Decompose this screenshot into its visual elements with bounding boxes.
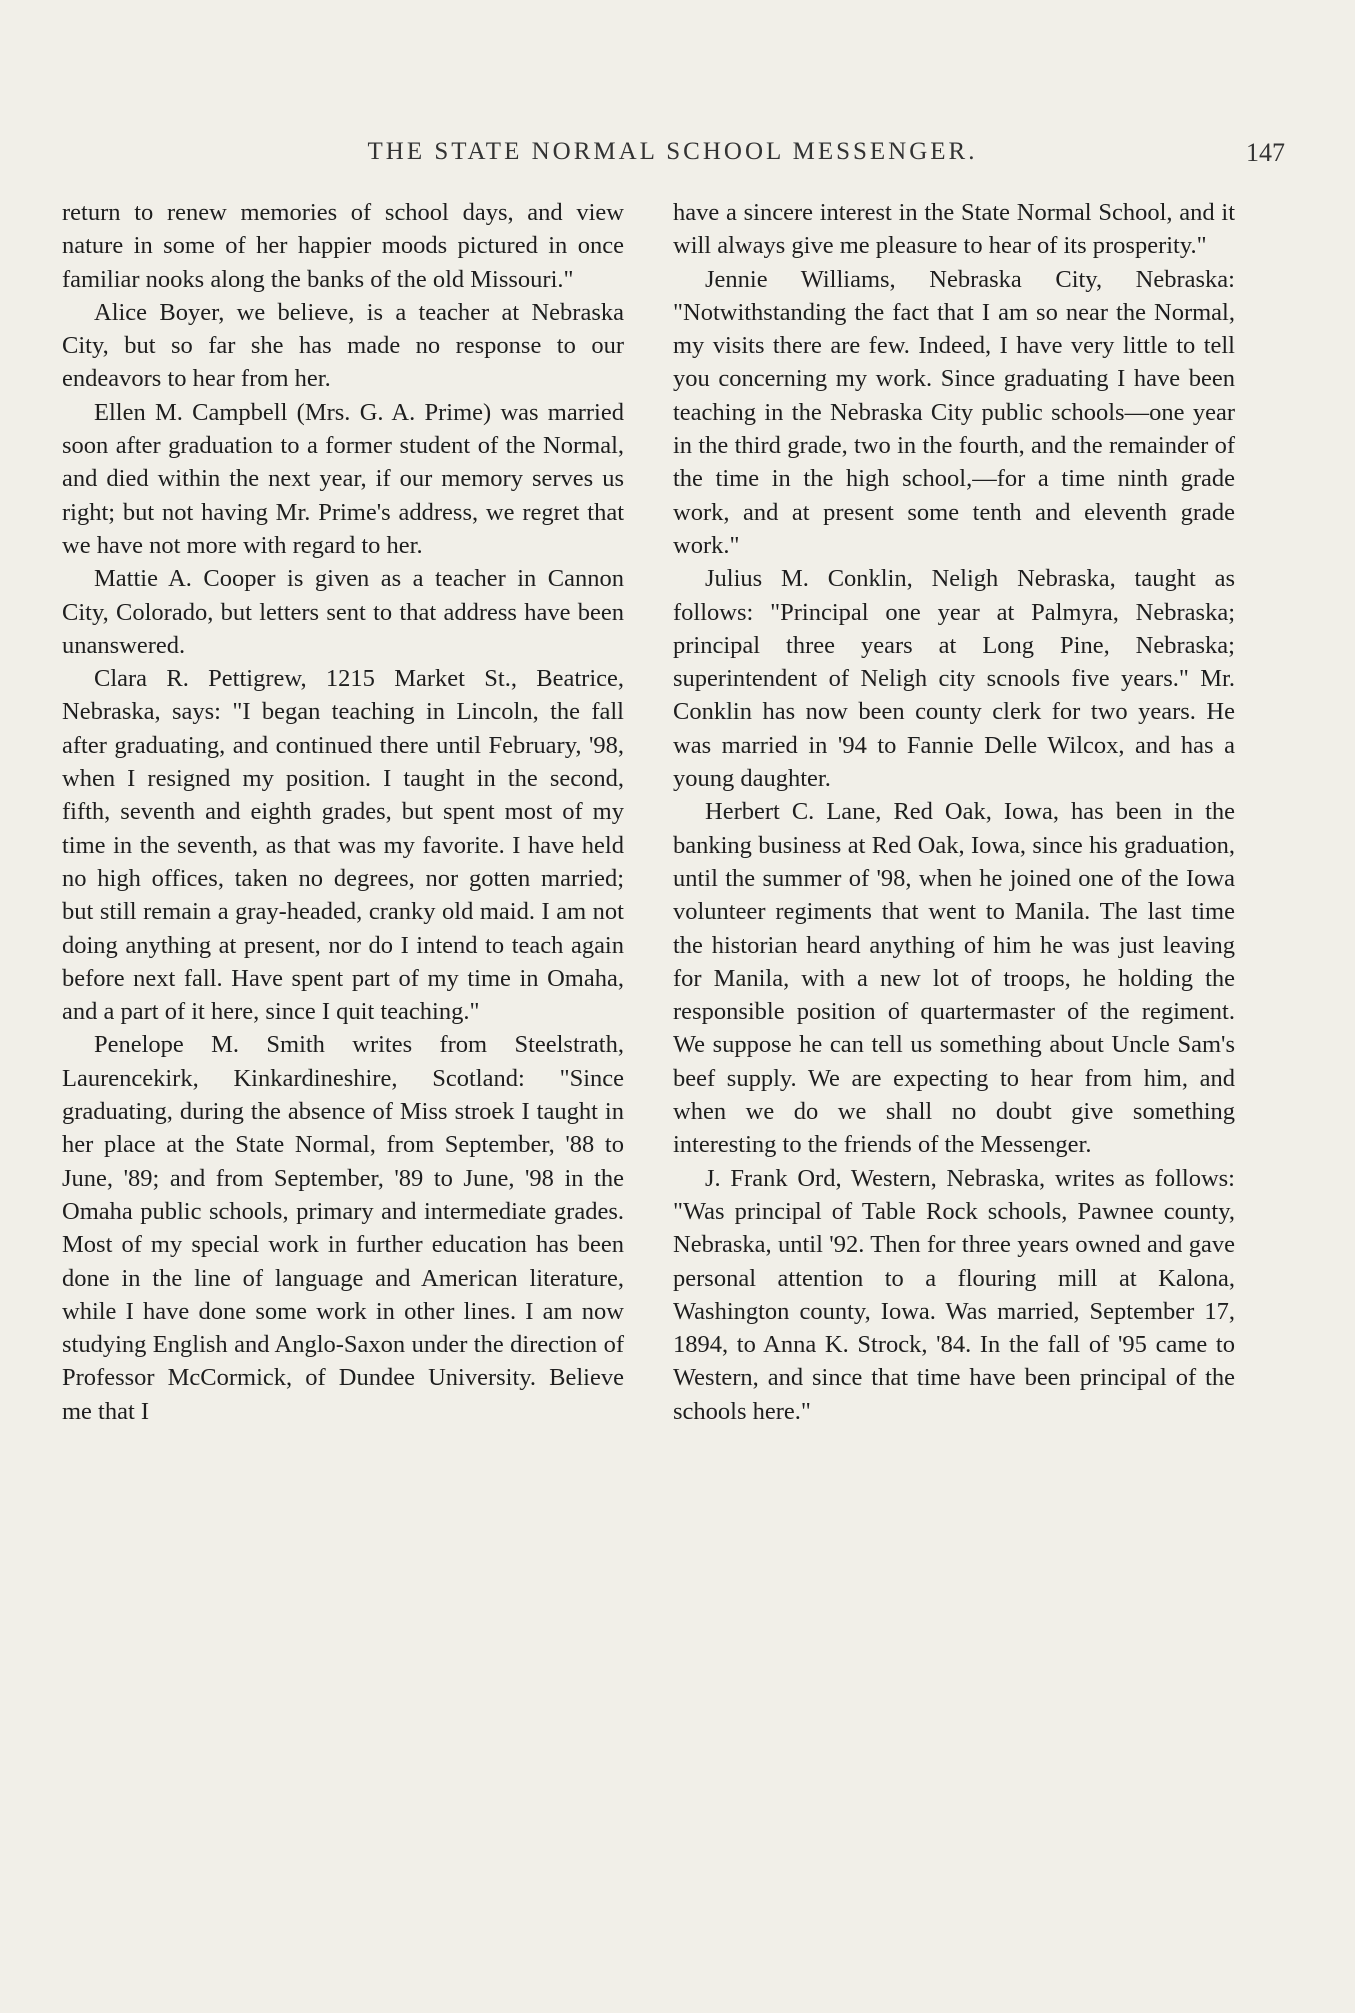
right-column: [673, 196, 1235, 1428]
paragraph: Alice Boyer, we believe, is a teacher at Nebraska City, but so far she has made no response to our endeavors to hear from her.: [62, 298, 624, 393]
running-header: [60, 138, 1285, 178]
paragraph: J. Frank Ord, Western, Nebraska, writes as follows: "Was principal of Table Rock schools, Pawnee county, Nebraska, until '92. Then for three years owned and gave personal attention to a flouring mill at Kalona, Washington county, Iowa. Was married, September 17, 1894, to Anna K. Strock, '84. In the fall of '95 came to Western, and since that time have been principal of the schools here.": [673, 1164, 1235, 1425]
page-number: 147: [1246, 138, 1285, 167]
paragraph: Jennie Williams, Nebraska City, Nebraska: "Notwithstanding the fact that I am so near the Normal, my visits there are few. Indeed, I have very little to tell you concerning my work. Since graduating I have been teaching in the Nebraska City public schools—one year in the third grade, two in the fourth, and the remainder of the time in the high school,—for a time ninth grade work, and at present some tenth and eleventh grade work.": [673, 265, 1235, 559]
left-column: [62, 196, 624, 1428]
paragraph: Mattie A. Cooper is given as a teacher in Cannon City, Colorado, but letters sent to that address have been unanswered.: [62, 565, 624, 659]
paragraph: Clara R. Pettigrew, 1215 Market St., Beatrice, Nebraska, says: "I began teaching in Lincoln, the fall after graduating, and continued there until February, '98, when I resigned my position. I taught in the second, fifth, seventh and eighth grades, but spent most of my time in the seventh, as that was my favorite. I have held no high offices, taken no degrees, nor gotten married; but still remain a gray-headed, cranky old maid. I am not doing anything at present, nor do I intend to teach again before next fall. Have spent part of my time in Omaha, and a part of it here, since I quit teaching.": [62, 665, 624, 1026]
paragraph: return to renew memories of school days, and view nature in some of her happier moods pictured in once familiar nooks along the banks of the old Missouri.": [62, 199, 624, 293]
publication-title: THE STATE NORMAL SCHOOL MESSENGER.: [367, 138, 978, 165]
paragraph: have a sincere interest in the State Normal School, and it will always give me pleasure to hear of its prosperity.": [673, 199, 1235, 260]
paragraph: Herbert C. Lane, Red Oak, Iowa, has been in the banking business at Red Oak, Iowa, since his graduation, until the summer of '98, when he joined one of the Iowa volunteer regiments that went to Manila. The last time the historian heard anything of him he was just leaving for Manila, with a new lot of troops, he holding the responsible position of quartermaster of the regiment. We suppose he can tell us something about Uncle Sam's beef supply. We are expecting to hear from him, and when we do we shall no doubt give something interesting to the friends of the Messenger.: [673, 798, 1235, 1159]
paragraph: Penelope M. Smith writes from Steelstrath, Laurencekirk, Kinkardineshire, Scotland: "Since graduating, during the absence of Miss stroek I taught in her place at the State Normal, from September, '88 to June, '89; and from September, '89 to June, '98 in the Omaha public schools, primary and intermediate grades. Most of my special work in further education has been done in the line of language and American literature, while I have done some work in other lines. I am now studying English and Anglo-Saxon under the direction of Professor McCormick, of Dundee University. Believe me that I: [62, 1031, 624, 1425]
paragraph: Julius M. Conklin, Neligh Nebraska, taught as follows: "Principal one year at Palmyra, Nebraska; principal three years at Long Pine, Nebraska; superintendent of Neligh city scnools five years." Mr. Conklin has now been county clerk for two years. He was married in '94 to Fannie Delle Wilcox, and has a young daughter.: [673, 565, 1235, 793]
paragraph: Ellen M. Campbell (Mrs. G. A. Prime) was married soon after graduation to a former student of the Normal, and died within the next year, if our memory serves us right; but not having Mr. Prime's address, we regret that we have not more with regard to her.: [62, 398, 624, 559]
